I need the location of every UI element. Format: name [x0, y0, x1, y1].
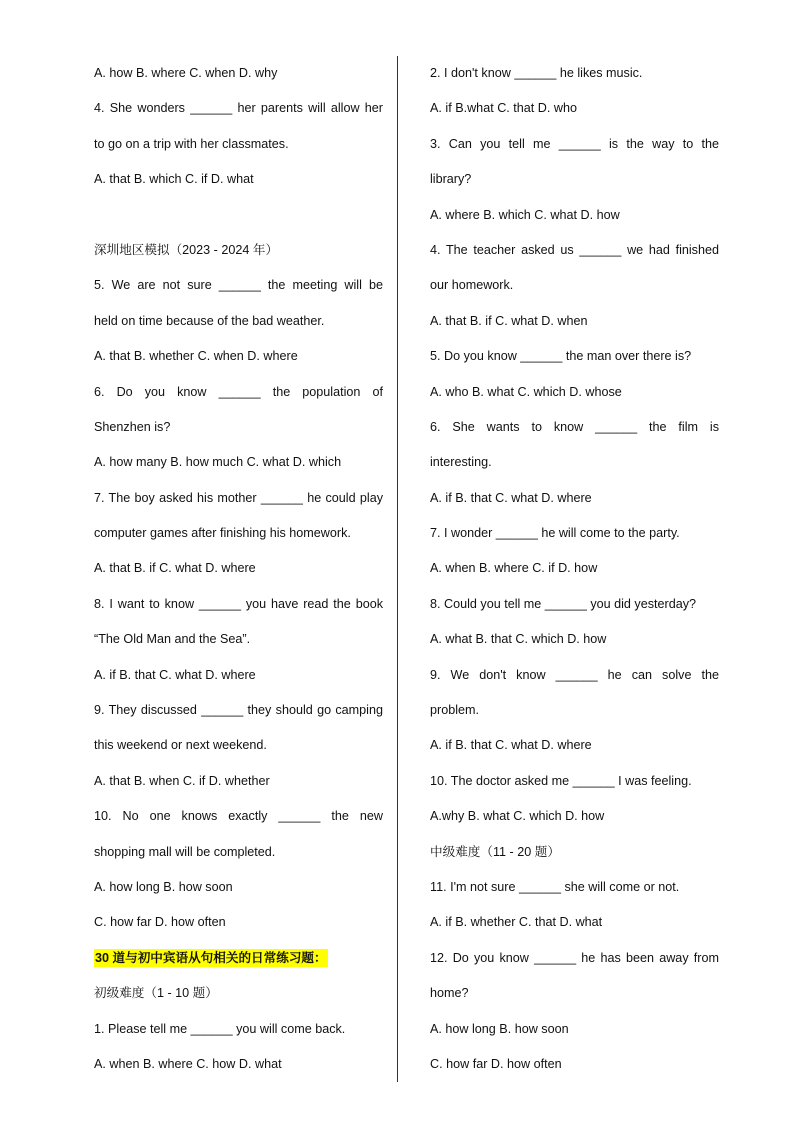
- text-line: [430, 693, 719, 728]
- text-line: [430, 976, 719, 1011]
- text-line: [94, 693, 383, 728]
- line-text: A. how many B. how much C. what D. which: [94, 455, 342, 470]
- line-text: 10. The doctor asked me ______ I was feeling.: [430, 773, 692, 788]
- line-text: interesting.: [430, 455, 492, 470]
- text-line: [94, 1012, 383, 1047]
- line-text: problem.: [430, 703, 479, 718]
- text-line: [430, 375, 719, 410]
- text-line: [94, 375, 383, 410]
- line-text: our homework.: [430, 278, 514, 293]
- text-line: [94, 870, 383, 905]
- line-text: A. if B. that C. what D. where: [94, 667, 256, 682]
- text-line: [430, 233, 719, 268]
- text-line: [94, 658, 383, 693]
- text-line: [430, 551, 719, 586]
- text-line: [430, 91, 719, 126]
- text-line: [94, 304, 383, 339]
- line-text: A. when B. where C. if D. how: [430, 561, 598, 576]
- line-text: A. that B. if C. what D. when: [430, 313, 588, 328]
- line-text: 9. We don't know ______ he can solve the: [430, 667, 719, 682]
- line-text: 初级难度（1 - 10 题）: [94, 986, 218, 1001]
- line-text: A. that B. whether C. when D. where: [94, 349, 298, 364]
- line-text: A. what B. that C. which D. how: [430, 632, 607, 647]
- line-text: A. who B. what C. which D. whose: [430, 384, 622, 399]
- text-line: [430, 587, 719, 622]
- line-text: 3. Can you tell me ______ is the way to the: [430, 136, 719, 151]
- text-line: [94, 127, 383, 162]
- line-text: A. how long B. how soon: [94, 879, 233, 894]
- line-text: held on time because of the bad weather.: [94, 313, 325, 328]
- text-line: [94, 764, 383, 799]
- blank-line: [94, 198, 383, 233]
- line-text: 8. I want to know ______ you have read the book: [94, 596, 383, 611]
- text-line: [430, 622, 719, 657]
- text-line: [430, 799, 719, 834]
- line-text: shopping mall will be completed.: [94, 844, 276, 859]
- text-line: [94, 410, 383, 445]
- line-text: 7. The boy asked his mother ______ he could play: [94, 490, 383, 505]
- line-text: 4. The teacher asked us ______ we had finished: [430, 242, 719, 257]
- text-line: [94, 162, 383, 197]
- text-line: [430, 1047, 719, 1082]
- line-text: 1. Please tell me ______ you will come back.: [94, 1021, 346, 1036]
- line-text: A. that B. which C. if D. what: [94, 172, 254, 187]
- line-text: 10. No one knows exactly ______ the new: [94, 809, 383, 824]
- text-line: [430, 339, 719, 374]
- line-text: 8. Could you tell me ______ you did yesterday?: [430, 596, 697, 611]
- line-text: A.why B. what C. which D. how: [430, 809, 605, 824]
- text-line: [430, 198, 719, 233]
- line-text: 12. Do you know ______ he has been away from: [430, 950, 719, 965]
- text-line: [94, 233, 383, 268]
- line-text: this weekend or next weekend.: [94, 738, 267, 753]
- line-text: A. if B.what C. that D. who: [430, 101, 577, 116]
- column-divider: [397, 56, 398, 1082]
- line-text: 11. I'm not sure ______ she will come or not.: [430, 879, 680, 894]
- text-line: [94, 976, 383, 1011]
- text-line: [430, 268, 719, 303]
- text-line: [430, 658, 719, 693]
- text-line: [430, 127, 719, 162]
- line-text: A. if B. that C. what D. where: [430, 738, 592, 753]
- line-text: A. how B. where C. when D. why: [94, 66, 278, 80]
- text-line: [94, 551, 383, 586]
- text-line: [94, 835, 383, 870]
- text-line: [430, 728, 719, 763]
- text-line: [430, 304, 719, 339]
- line-text: C. how far D. how often: [94, 915, 226, 930]
- text-line: [430, 516, 719, 551]
- line-text: A. when B. where C. how D. what: [94, 1056, 282, 1071]
- text-line: [94, 91, 383, 126]
- text-line: [430, 162, 719, 197]
- text-line: [430, 941, 719, 976]
- line-text: 5. Do you know ______ the man over there is?: [430, 349, 692, 364]
- line-text: 深圳地区模拟（2023 - 2024 年）: [94, 242, 279, 257]
- line-text: “The Old Man and the Sea”.: [94, 632, 251, 647]
- line-text: A. if B. that C. what D. where: [430, 490, 592, 505]
- line-text: Shenzhen is?: [94, 419, 171, 434]
- line-text: 4. She wonders ______ her parents will allow her: [94, 101, 383, 116]
- line-text: 30 道与初中宾语从句相关的日常练习题：: [95, 950, 327, 965]
- line-text: 6. She wants to know ______ the film is: [430, 419, 719, 434]
- text-line: [430, 905, 719, 940]
- text-line: [94, 445, 383, 480]
- line-text: computer games after finishing his homework.: [94, 526, 351, 541]
- text-line: [94, 587, 383, 622]
- line-text: 6. Do you know ______ the population of: [94, 384, 383, 399]
- line-text: 5. We are not sure ______ the meeting will be: [94, 278, 383, 293]
- line-text: library?: [430, 172, 472, 187]
- text-line: [430, 835, 719, 870]
- line-text: C. how far D. how often: [430, 1056, 562, 1071]
- line-text: to go on a trip with her classmates.: [94, 136, 289, 151]
- text-line: [430, 764, 719, 799]
- text-line: [94, 339, 383, 374]
- line-text: A. if B. whether C. that D. what: [430, 915, 603, 930]
- text-line: [94, 1047, 383, 1082]
- text-line: [430, 445, 719, 480]
- text-line: [94, 268, 383, 303]
- text-line: [430, 1012, 719, 1047]
- text-line: [94, 905, 383, 940]
- text-line: [94, 799, 383, 834]
- line-text: home?: [430, 986, 469, 1001]
- left-column: [94, 56, 383, 1082]
- right-column: [430, 56, 719, 1082]
- line-text: A. where B. which C. what D. how: [430, 207, 620, 222]
- line-text: 2. I don't know ______ he likes music.: [430, 66, 643, 80]
- text-line: [94, 622, 383, 657]
- line-text: A. how long B. how soon: [430, 1021, 569, 1036]
- line-text: 9. They discussed ______ they should go camping: [94, 703, 383, 718]
- text-line: [430, 410, 719, 445]
- text-line: [94, 56, 383, 91]
- text-line: [430, 481, 719, 516]
- line-text: A. that B. when C. if D. whether: [94, 773, 270, 788]
- line-text: 中级难度（11 - 20 题）: [430, 844, 560, 859]
- highlighted-heading: [94, 941, 383, 976]
- text-line: [94, 516, 383, 551]
- line-text: 7. I wonder ______ he will come to the party.: [430, 526, 680, 541]
- text-line: [94, 728, 383, 763]
- text-line: [94, 481, 383, 516]
- text-line: [430, 870, 719, 905]
- line-text: A. that B. if C. what D. where: [94, 561, 256, 576]
- text-line: [430, 56, 719, 91]
